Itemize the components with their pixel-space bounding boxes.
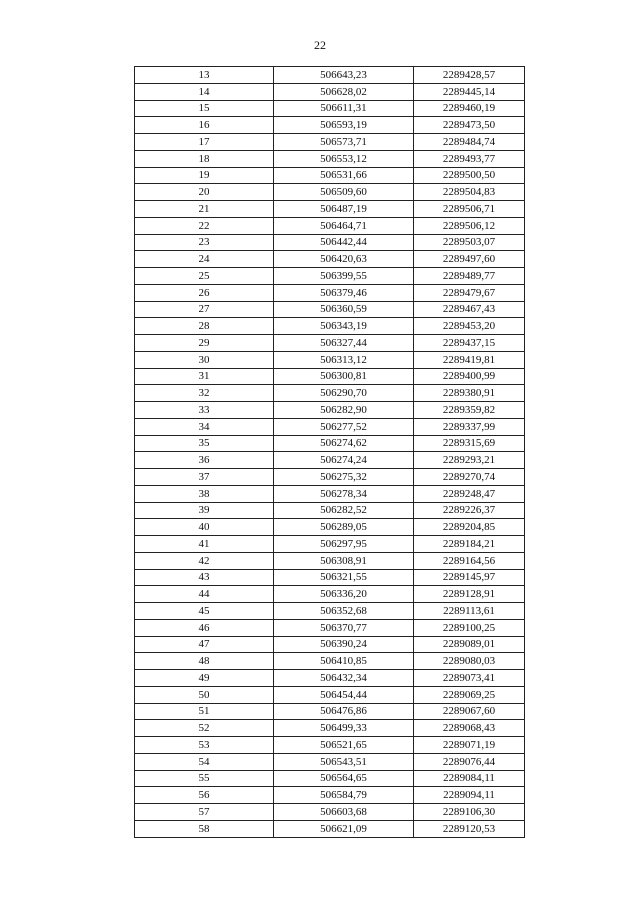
- coordinates-table: [134, 66, 525, 838]
- y-coordinate-cell: 2289506,71: [414, 201, 525, 218]
- table-row: [135, 502, 525, 519]
- coordinates-table-body: [135, 67, 525, 838]
- x-coordinate-cell: 506621,09: [274, 820, 414, 837]
- y-coordinate-cell: 2289248,47: [414, 485, 525, 502]
- point-number-cell: 49: [135, 670, 274, 687]
- y-coordinate-cell: 2289071,19: [414, 737, 525, 754]
- table-row: [135, 804, 525, 821]
- x-coordinate-cell: 506274,62: [274, 435, 414, 452]
- point-number-cell: 33: [135, 402, 274, 419]
- y-coordinate-cell: 2289184,21: [414, 536, 525, 553]
- x-coordinate-cell: 506476,86: [274, 703, 414, 720]
- x-coordinate-cell: 506603,68: [274, 804, 414, 821]
- point-number-cell: 46: [135, 619, 274, 636]
- x-coordinate-cell: 506300,81: [274, 368, 414, 385]
- x-coordinate-cell: 506464,71: [274, 217, 414, 234]
- x-coordinate-cell: 506643,23: [274, 67, 414, 84]
- y-coordinate-cell: 2289473,50: [414, 117, 525, 134]
- y-coordinate-cell: 2289204,85: [414, 519, 525, 536]
- table-row: [135, 83, 525, 100]
- point-number-cell: 35: [135, 435, 274, 452]
- x-coordinate-cell: 506628,02: [274, 83, 414, 100]
- table-row: [135, 737, 525, 754]
- point-number-cell: 47: [135, 636, 274, 653]
- point-number-cell: 38: [135, 485, 274, 502]
- point-number-cell: 52: [135, 720, 274, 737]
- point-number-cell: 15: [135, 100, 274, 117]
- y-coordinate-cell: 2289164,56: [414, 552, 525, 569]
- y-coordinate-cell: 2289506,12: [414, 217, 525, 234]
- point-number-cell: 18: [135, 150, 274, 167]
- table-row: [135, 770, 525, 787]
- y-coordinate-cell: 2289489,77: [414, 268, 525, 285]
- table-row: [135, 251, 525, 268]
- point-number-cell: 36: [135, 452, 274, 469]
- point-number-cell: 31: [135, 368, 274, 385]
- point-number-cell: 30: [135, 351, 274, 368]
- x-coordinate-cell: 506521,65: [274, 737, 414, 754]
- y-coordinate-cell: 2289128,91: [414, 586, 525, 603]
- y-coordinate-cell: 2289106,30: [414, 804, 525, 821]
- y-coordinate-cell: 2289419,81: [414, 351, 525, 368]
- y-coordinate-cell: 2289100,25: [414, 619, 525, 636]
- point-number-cell: 57: [135, 804, 274, 821]
- table-row: [135, 569, 525, 586]
- x-coordinate-cell: 506611,31: [274, 100, 414, 117]
- table-row: [135, 435, 525, 452]
- point-number-cell: 56: [135, 787, 274, 804]
- y-coordinate-cell: 2289497,60: [414, 251, 525, 268]
- table-row: [135, 619, 525, 636]
- y-coordinate-cell: 2289460,19: [414, 100, 525, 117]
- y-coordinate-cell: 2289467,43: [414, 301, 525, 318]
- x-coordinate-cell: 506297,95: [274, 536, 414, 553]
- table-row: [135, 351, 525, 368]
- y-coordinate-cell: 2289073,41: [414, 670, 525, 687]
- point-number-cell: 44: [135, 586, 274, 603]
- y-coordinate-cell: 2289089,01: [414, 636, 525, 653]
- x-coordinate-cell: 506274,24: [274, 452, 414, 469]
- y-coordinate-cell: 2289145,97: [414, 569, 525, 586]
- x-coordinate-cell: 506336,20: [274, 586, 414, 603]
- x-coordinate-cell: 506564,65: [274, 770, 414, 787]
- table-row: [135, 720, 525, 737]
- x-coordinate-cell: 506543,51: [274, 753, 414, 770]
- table-row: [135, 217, 525, 234]
- table-row: [135, 335, 525, 352]
- y-coordinate-cell: 2289428,57: [414, 67, 525, 84]
- point-number-cell: 23: [135, 234, 274, 251]
- y-coordinate-cell: 2289076,44: [414, 753, 525, 770]
- point-number-cell: 24: [135, 251, 274, 268]
- x-coordinate-cell: 506282,90: [274, 402, 414, 419]
- point-number-cell: 25: [135, 268, 274, 285]
- y-coordinate-cell: 2289120,53: [414, 820, 525, 837]
- x-coordinate-cell: 506509,60: [274, 184, 414, 201]
- table-row: [135, 686, 525, 703]
- y-coordinate-cell: 2289068,43: [414, 720, 525, 737]
- point-number-cell: 50: [135, 686, 274, 703]
- y-coordinate-cell: 2289270,74: [414, 469, 525, 486]
- table-row: [135, 301, 525, 318]
- x-coordinate-cell: 506454,44: [274, 686, 414, 703]
- table-row: [135, 552, 525, 569]
- point-number-cell: 28: [135, 318, 274, 335]
- point-number-cell: 42: [135, 552, 274, 569]
- x-coordinate-cell: 506308,91: [274, 552, 414, 569]
- x-coordinate-cell: 506399,55: [274, 268, 414, 285]
- x-coordinate-cell: 506553,12: [274, 150, 414, 167]
- point-number-cell: 54: [135, 753, 274, 770]
- y-coordinate-cell: 2289484,74: [414, 134, 525, 151]
- x-coordinate-cell: 506410,85: [274, 653, 414, 670]
- y-coordinate-cell: 2289479,67: [414, 284, 525, 301]
- x-coordinate-cell: 506277,52: [274, 418, 414, 435]
- y-coordinate-cell: 2289359,82: [414, 402, 525, 419]
- point-number-cell: 17: [135, 134, 274, 151]
- x-coordinate-cell: 506420,63: [274, 251, 414, 268]
- page-number: 22: [314, 38, 326, 52]
- table-row: [135, 485, 525, 502]
- point-number-cell: 40: [135, 519, 274, 536]
- point-number-cell: 22: [135, 217, 274, 234]
- x-coordinate-cell: 506499,33: [274, 720, 414, 737]
- table-row: [135, 134, 525, 151]
- x-coordinate-cell: 506352,68: [274, 603, 414, 620]
- point-number-cell: 39: [135, 502, 274, 519]
- x-coordinate-cell: 506442,44: [274, 234, 414, 251]
- table-row: [135, 670, 525, 687]
- x-coordinate-cell: 506343,19: [274, 318, 414, 335]
- table-row: [135, 67, 525, 84]
- y-coordinate-cell: 2289504,83: [414, 184, 525, 201]
- table-row: [135, 753, 525, 770]
- table-row: [135, 268, 525, 285]
- y-coordinate-cell: 2289293,21: [414, 452, 525, 469]
- x-coordinate-cell: 506487,19: [274, 201, 414, 218]
- x-coordinate-cell: 506278,34: [274, 485, 414, 502]
- x-coordinate-cell: 506321,55: [274, 569, 414, 586]
- table-row: [135, 653, 525, 670]
- table-row: [135, 469, 525, 486]
- y-coordinate-cell: 2289084,11: [414, 770, 525, 787]
- point-number-cell: 16: [135, 117, 274, 134]
- y-coordinate-cell: 2289453,20: [414, 318, 525, 335]
- table-row: [135, 586, 525, 603]
- table-row: [135, 703, 525, 720]
- table-row: [135, 234, 525, 251]
- y-coordinate-cell: 2289315,69: [414, 435, 525, 452]
- x-coordinate-cell: 506327,44: [274, 335, 414, 352]
- point-number-cell: 32: [135, 385, 274, 402]
- x-coordinate-cell: 506390,24: [274, 636, 414, 653]
- point-number-cell: 27: [135, 301, 274, 318]
- y-coordinate-cell: 2289337,99: [414, 418, 525, 435]
- point-number-cell: 21: [135, 201, 274, 218]
- point-number-cell: 58: [135, 820, 274, 837]
- x-coordinate-cell: 506370,77: [274, 619, 414, 636]
- point-number-cell: 43: [135, 569, 274, 586]
- x-coordinate-cell: 506275,32: [274, 469, 414, 486]
- y-coordinate-cell: 2289380,91: [414, 385, 525, 402]
- point-number-cell: 19: [135, 167, 274, 184]
- table-row: [135, 117, 525, 134]
- y-coordinate-cell: 2289445,14: [414, 83, 525, 100]
- y-coordinate-cell: 2289226,37: [414, 502, 525, 519]
- table-row: [135, 167, 525, 184]
- table-row: [135, 418, 525, 435]
- x-coordinate-cell: 506573,71: [274, 134, 414, 151]
- x-coordinate-cell: 506531,66: [274, 167, 414, 184]
- x-coordinate-cell: 506379,46: [274, 284, 414, 301]
- y-coordinate-cell: 2289503,07: [414, 234, 525, 251]
- table-row: [135, 536, 525, 553]
- y-coordinate-cell: 2289080,03: [414, 653, 525, 670]
- x-coordinate-cell: 506313,12: [274, 351, 414, 368]
- table-row: [135, 150, 525, 167]
- x-coordinate-cell: 506290,70: [274, 385, 414, 402]
- y-coordinate-cell: 2289400,99: [414, 368, 525, 385]
- table-row: [135, 318, 525, 335]
- x-coordinate-cell: 506593,19: [274, 117, 414, 134]
- table-row: [135, 519, 525, 536]
- x-coordinate-cell: 506282,52: [274, 502, 414, 519]
- point-number-cell: 51: [135, 703, 274, 720]
- table-row: [135, 100, 525, 117]
- table-row: [135, 368, 525, 385]
- point-number-cell: 13: [135, 67, 274, 84]
- y-coordinate-cell: 2289069,25: [414, 686, 525, 703]
- y-coordinate-cell: 2289094,11: [414, 787, 525, 804]
- y-coordinate-cell: 2289437,15: [414, 335, 525, 352]
- table-row: [135, 636, 525, 653]
- table-row: [135, 820, 525, 837]
- table-row: [135, 201, 525, 218]
- table-row: [135, 284, 525, 301]
- table-row: [135, 603, 525, 620]
- x-coordinate-cell: 506584,79: [274, 787, 414, 804]
- y-coordinate-cell: 2289067,60: [414, 703, 525, 720]
- table-row: [135, 402, 525, 419]
- point-number-cell: 14: [135, 83, 274, 100]
- point-number-cell: 53: [135, 737, 274, 754]
- point-number-cell: 37: [135, 469, 274, 486]
- y-coordinate-cell: 2289113,61: [414, 603, 525, 620]
- point-number-cell: 41: [135, 536, 274, 553]
- y-coordinate-cell: 2289493,77: [414, 150, 525, 167]
- table-row: [135, 452, 525, 469]
- table-row: [135, 184, 525, 201]
- point-number-cell: 29: [135, 335, 274, 352]
- point-number-cell: 26: [135, 284, 274, 301]
- table-row: [135, 385, 525, 402]
- x-coordinate-cell: 506360,59: [274, 301, 414, 318]
- y-coordinate-cell: 2289500,50: [414, 167, 525, 184]
- point-number-cell: 45: [135, 603, 274, 620]
- x-coordinate-cell: 506432,34: [274, 670, 414, 687]
- point-number-cell: 20: [135, 184, 274, 201]
- table-row: [135, 787, 525, 804]
- point-number-cell: 34: [135, 418, 274, 435]
- point-number-cell: 55: [135, 770, 274, 787]
- point-number-cell: 48: [135, 653, 274, 670]
- x-coordinate-cell: 506289,05: [274, 519, 414, 536]
